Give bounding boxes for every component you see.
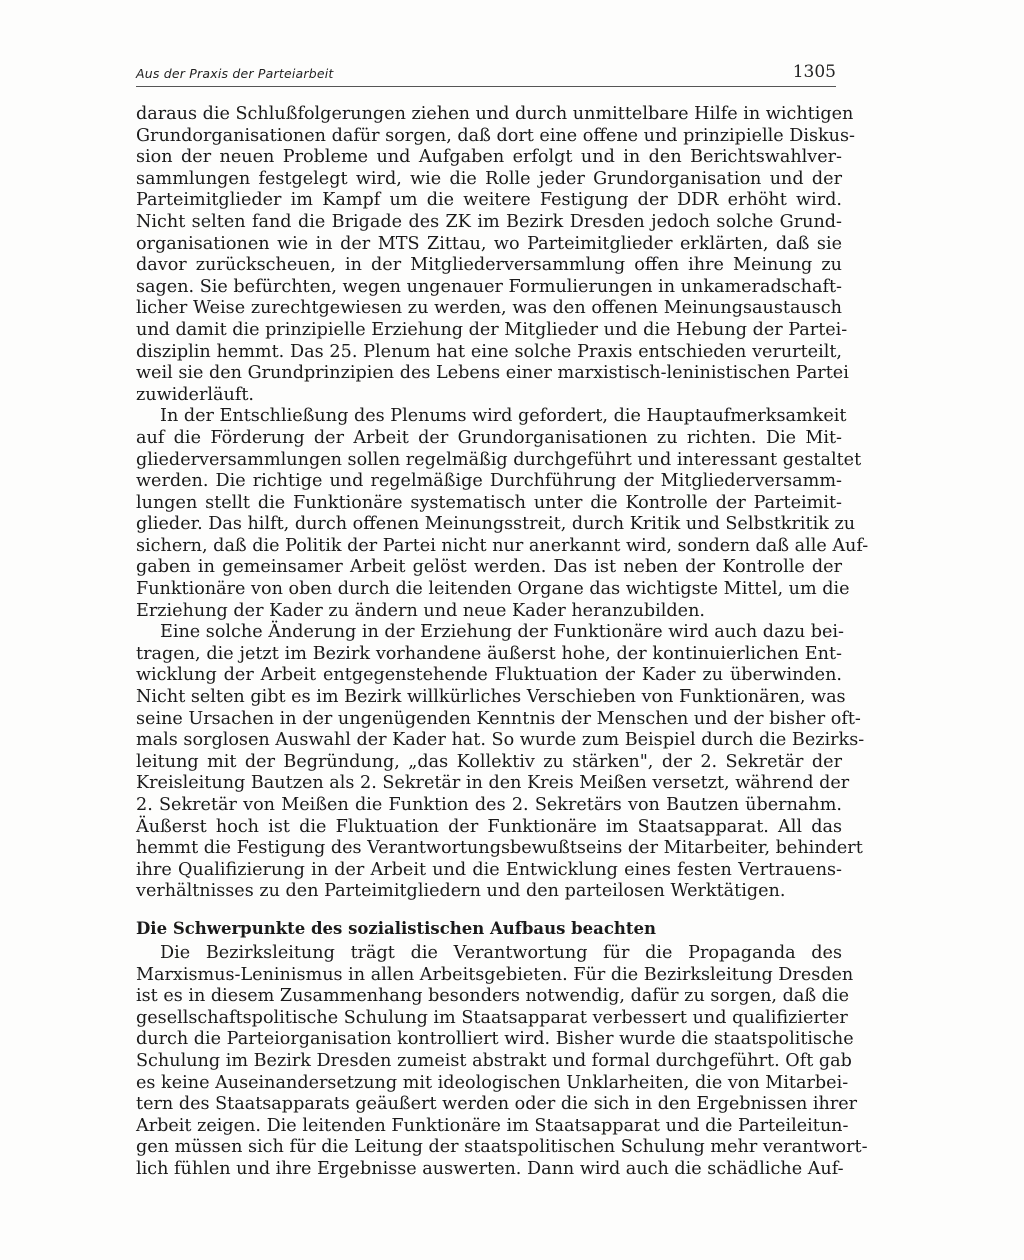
text-line: wicklung der Arbeit entgegenstehende Fluktuation der Kader zu überwinden.	[136, 665, 842, 686]
text-line: organisationen wie in der MTS Zittau, wo Parteimitglieder erklärten, daß sie	[136, 233, 842, 254]
text-line: gesellschaftspolitische Schulung im Staatsapparat verbessert und qualifizierter	[136, 1007, 848, 1028]
paragraphs-block	[136, 104, 869, 903]
text-line: Erziehung der Kader zu ändern und neue Kader heranzubilden.	[136, 600, 706, 621]
text-line: Parteimitglieder im Kampf um die weitere Festigung der DDR erhöht wird.	[136, 190, 842, 211]
text-line: ist es in diesem Zusammenhang besonders notwendig, dafür zu sorgen, daß die	[136, 986, 849, 1007]
paragraph	[136, 622, 865, 903]
text-line: leitung mit der Begründung, „das Kollektiv zu stärken", der 2. Sekretär der	[136, 751, 842, 772]
section-heading: Die Schwerpunkte des sozialistischen Aufbaus beachten	[136, 918, 657, 938]
text-line: mals sorglosen Auswahl der Kader hat. So wurde zum Beispiel durch die Bezirks-	[136, 730, 865, 751]
text-line: weil sie den Grundprinzipien des Lebens einer marxistisch-leninistischen Partei	[136, 363, 849, 384]
text-line: sagen. Sie befürchten, wegen ungenauer Formulierungen in unkameradschaft-	[136, 276, 842, 297]
text-line: Kreisleitung Bautzen als 2. Sekretär in den Kreis Meißen versetzt, während der	[136, 773, 850, 794]
text-line: disziplin hemmt. Das 25. Plenum hat eine solche Praxis entschieden verurteilt,	[136, 341, 842, 362]
text-line: werden. Die richtige und regelmäßige Durchführung der Mitgliederversamm-	[136, 471, 842, 492]
text-line: auf die Förderung der Arbeit der Grundorganisationen zu richten. Die Mit-	[136, 427, 842, 448]
text-line: Eine solche Änderung in der Erziehung der Funktionäre wird auch dazu bei-	[160, 622, 844, 643]
header-rule	[136, 86, 836, 87]
paragraph	[136, 104, 855, 406]
text-line: tern des Staatsapparats geäußert werden oder die sich in den Ergebnissen ihrer	[136, 1094, 858, 1115]
text-line: In der Entschließung des Plenums wird gefordert, die Hauptaufmerksamkeit	[160, 406, 847, 427]
text-line: Äußerst hoch ist die Fluktuation der Funktionäre im Staatsapparat. All das	[136, 816, 842, 837]
page-header	[136, 62, 836, 86]
text-line: sichern, daß die Politik der Partei nicht nur anerkannt wird, sondern daß alle Auf-	[136, 535, 869, 556]
text-line: Funktionäre von oben durch die leitenden Organe das wichtigste Mittel, um die	[136, 579, 850, 600]
text-line: Nicht selten fand die Brigade des ZK im Bezirk Dresden jedoch solche Grund-	[136, 211, 842, 232]
text-line: davor zurückscheuen, in der Mitgliederversammlung offen ihre Meinung zu	[136, 255, 842, 276]
page-number: 1305	[792, 62, 836, 82]
running-title: Aus der Praxis der Parteiarbeit	[136, 66, 334, 81]
text-line: hemmt die Festigung des Verantwortungsbewußtseins der Mitarbeiter, behindert	[136, 838, 863, 859]
text-line: 2. Sekretär von Meißen die Funktion des 2. Sekretärs von Bautzen übernahm.	[136, 795, 842, 815]
text-line: tragen, die jetzt im Bezirk vorhandene äußerst hohe, der kontinuierlichen Ent-	[136, 643, 842, 664]
section-paragraphs-block	[136, 942, 868, 1181]
text-line: und damit die prinzipielle Erziehung der Mitglieder und die Hebung der Partei-	[136, 319, 848, 340]
text-line: Die Bezirksleitung trägt die Verantwortung für die Propaganda des	[160, 942, 842, 963]
text-line: ihre Qualifizierung in der Arbeit und die Entwicklung eines festen Vertrauens-	[136, 859, 842, 880]
text-line: daraus die Schlußfolgerungen ziehen und durch unmittelbare Hilfe in wichtigen	[136, 104, 854, 124]
text-line: licher Weise zurechtgewiesen zu werden, was den offenen Meinungsaustausch	[136, 298, 842, 319]
text-line: lungen stellt die Funktionäre systematisch unter die Kontrolle der Parteimit-	[136, 492, 842, 513]
text-line: sammlungen festgelegt wird, wie die Rolle jeder Grundorganisation und der	[136, 168, 842, 189]
text-line: Schulung im Bezirk Dresden zumeist abstrakt und formal durchgeführt. Oft gab	[136, 1050, 852, 1071]
text-line: gaben in gemeinsamer Arbeit gelöst werden. Das ist neben der Kontrolle der	[136, 557, 842, 578]
text-line: es keine Auseinandersetzung mit ideologischen Unklarheiten, die von Mitarbei-	[136, 1072, 849, 1093]
text-line: zuwiderläuft.	[136, 384, 254, 405]
text-line: Nicht selten gibt es im Bezirk willkürliches Verschieben von Funktionären, was	[136, 687, 846, 708]
paragraph	[136, 942, 868, 1181]
text-line: gliederversammlungen sollen regelmäßig durchgeführt und interessant gestaltet	[136, 449, 862, 470]
text-line: lich fühlen und ihre Ergebnisse auswerten. Dann wird auch die schädliche Auf-	[136, 1158, 844, 1179]
text-line: seine Ursachen in der ungenügenden Kenntnis der Menschen und der bisher oft-	[136, 708, 861, 729]
text-line: gen müssen sich für die Leitung der staatspolitischen Schulung mehr verantwort-	[136, 1137, 868, 1158]
text-line: glieder. Das hilft, durch offenen Meinungsstreit, durch Kritik und Selbstkritik zu	[136, 514, 856, 535]
text-line: durch die Parteiorganisation kontrolliert wird. Bisher wurde die staatspolitische	[136, 1029, 854, 1050]
text-line: Marxismus-Leninismus in allen Arbeitsgebieten. Für die Bezirksleitung Dresden	[136, 964, 854, 985]
text-line: Arbeit zeigen. Die leitenden Funktionäre im Staatsapparat und die Parteileitun-	[136, 1115, 849, 1136]
body-text	[136, 104, 869, 1181]
text-line: Grundorganisationen dafür sorgen, daß dort eine offene und prinzipielle Diskus-	[136, 125, 855, 146]
text-line: verhältnisses zu den Parteimitgliedern und den parteilosen Werktätigen.	[136, 881, 786, 902]
paragraph	[136, 406, 869, 622]
text-line: sion der neuen Probleme und Aufgaben erfolgt und in den Berichtswahlver-	[136, 147, 842, 168]
